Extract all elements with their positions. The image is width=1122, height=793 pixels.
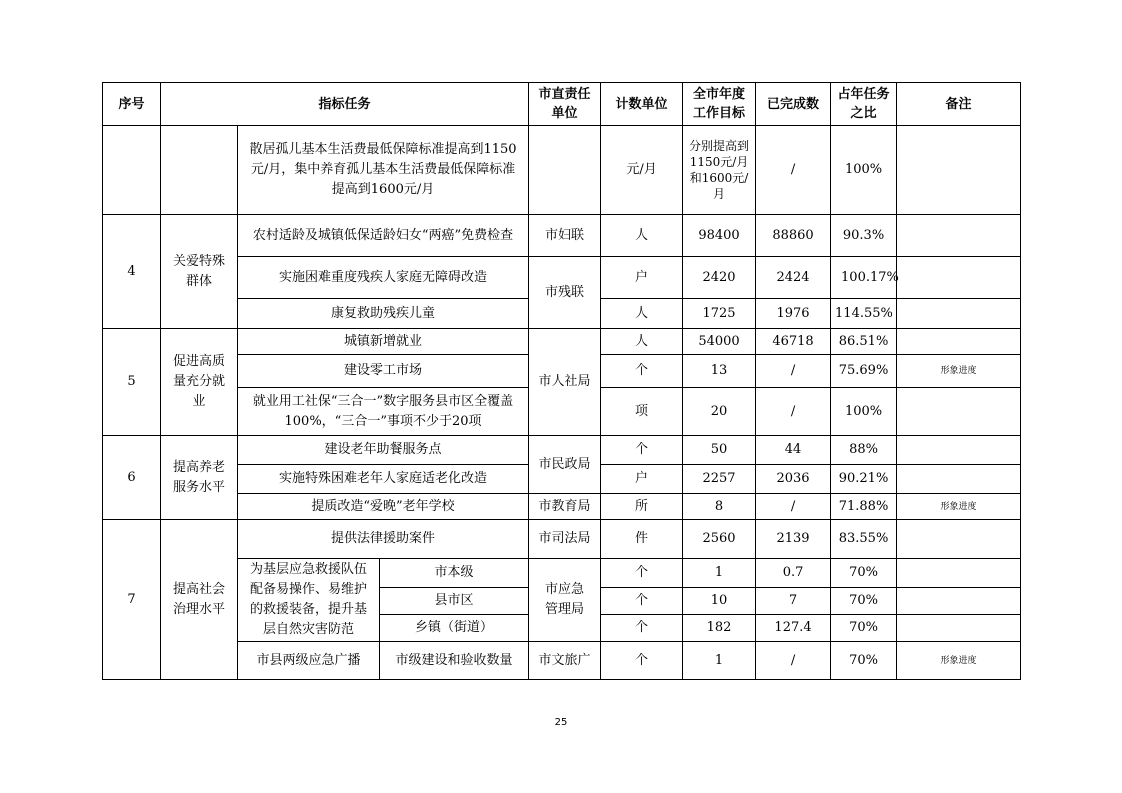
done-cell: 1976 (756, 299, 831, 329)
task-cell: 建设老年助餐服务点 (238, 436, 529, 465)
unit-cell: 人 (601, 329, 683, 355)
ratio-cell: 90.21% (831, 465, 897, 494)
done-cell: 46718 (756, 329, 831, 355)
task-cell: 实施特殊困难老年人家庭适老化改造 (238, 465, 529, 494)
table-row (103, 329, 1021, 355)
ratio-cell: 86.51% (831, 329, 897, 355)
unit-cell: 人 (601, 215, 683, 257)
ratio-cell: 75.69% (831, 355, 897, 388)
unit-cell: 件 (601, 520, 683, 559)
ratio-cell: 70% (831, 559, 897, 588)
done-cell: / (756, 388, 831, 436)
done-cell: / (756, 642, 831, 680)
task-cell: 康复救助残疾儿童 (238, 299, 529, 329)
unit-cell: 个 (601, 588, 683, 615)
ratio-cell: 83.55% (831, 520, 897, 559)
note-cell (897, 126, 1021, 215)
task-cell: 建设零工市场 (238, 355, 529, 388)
done-cell: 0.7 (756, 559, 831, 588)
ratio-cell: 100.17% (831, 257, 897, 299)
target-cell: 98400 (683, 215, 756, 257)
unit-cell: 户 (601, 257, 683, 299)
unit-cell: 户 (601, 465, 683, 494)
target-cell: 10 (683, 588, 756, 615)
ratio-cell: 88% (831, 436, 897, 465)
note-cell: 形象进度 (897, 642, 1021, 680)
subtask-cell: 乡镇（街道） (380, 615, 529, 642)
header-dept: 市直责任单位 (529, 83, 601, 126)
task-cell: 提供法律援助案件 (238, 520, 529, 559)
task-cell: 散居孤儿基本生活费最低保障标准提高到1150元/月，集中养育孤儿基本生活费最低保障标准提高到1600元/月 (238, 126, 529, 215)
ratio-cell: 70% (831, 642, 897, 680)
table-row (103, 126, 1021, 215)
unit-cell: 所 (601, 494, 683, 520)
category-cell: 促进高质量充分就业 (161, 329, 238, 436)
done-cell: / (756, 126, 831, 215)
subtask-cell: 市本级 (380, 559, 529, 588)
seq-cell (103, 126, 161, 215)
table-row (103, 436, 1021, 465)
table-row (103, 494, 1021, 520)
task-cell: 提质改造“爱晚”老年学校 (238, 494, 529, 520)
target-cell: 2560 (683, 520, 756, 559)
note-cell (897, 215, 1021, 257)
dept-cell: 市民政局 (529, 436, 601, 494)
dept-cell: 市应急管理局 (529, 559, 601, 642)
done-cell: 2139 (756, 520, 831, 559)
note-cell: 形象进度 (897, 355, 1021, 388)
ratio-cell: 100% (831, 388, 897, 436)
task-cell: 为基层应急救援队伍配备易操作、易维护的救援装备，提升基层自然灾害防范 (238, 559, 380, 642)
note-cell (897, 436, 1021, 465)
done-cell: / (756, 355, 831, 388)
seq-cell: 4 (103, 215, 161, 329)
note-cell (897, 388, 1021, 436)
task-cell: 农村适龄及城镇低保适龄妇女“两癌”免费检查 (238, 215, 529, 257)
target-cell: 54000 (683, 329, 756, 355)
category-cell (161, 126, 238, 215)
table-row (103, 642, 1021, 680)
subtask-cell: 县市区 (380, 588, 529, 615)
note-cell (897, 257, 1021, 299)
subtask-cell: 市级建设和验收数量 (380, 642, 529, 680)
indicator-table (102, 82, 1021, 680)
unit-cell: 人 (601, 299, 683, 329)
task-cell: 市县两级应急广播 (238, 642, 380, 680)
dept-cell: 市教育局 (529, 494, 601, 520)
header-note: 备注 (897, 83, 1021, 126)
target-cell: 1725 (683, 299, 756, 329)
note-cell (897, 615, 1021, 642)
header-target: 全市年度工作目标 (683, 83, 756, 126)
done-cell: 2036 (756, 465, 831, 494)
target-cell: 1 (683, 559, 756, 588)
note-cell (897, 465, 1021, 494)
task-cell: 实施困难重度残疾人家庭无障碍改造 (238, 257, 529, 299)
done-cell: 7 (756, 588, 831, 615)
note-cell (897, 588, 1021, 615)
done-cell: 127.4 (756, 615, 831, 642)
unit-cell: 个 (601, 355, 683, 388)
target-cell: 分别提高到1150元/月和1600元/月 (683, 126, 756, 215)
done-cell: 44 (756, 436, 831, 465)
table-row (103, 559, 1021, 588)
target-cell: 13 (683, 355, 756, 388)
header-task: 指标任务 (161, 83, 529, 126)
target-cell: 1 (683, 642, 756, 680)
header-seq: 序号 (103, 83, 161, 126)
done-cell: / (756, 494, 831, 520)
ratio-cell: 100% (831, 126, 897, 215)
category-cell: 提高养老服务水平 (161, 436, 238, 520)
dept-cell (529, 126, 601, 215)
note-cell: 形象进度 (897, 494, 1021, 520)
target-cell: 20 (683, 388, 756, 436)
task-cell: 城镇新增就业 (238, 329, 529, 355)
note-cell (897, 299, 1021, 329)
ratio-cell: 71.88% (831, 494, 897, 520)
dept-cell: 市司法局 (529, 520, 601, 559)
target-cell: 8 (683, 494, 756, 520)
dept-cell: 市文旅广 (529, 642, 601, 680)
unit-cell: 个 (601, 436, 683, 465)
table-row (103, 215, 1021, 257)
header-unit: 计数单位 (601, 83, 683, 126)
done-cell: 88860 (756, 215, 831, 257)
category-cell: 提高社会治理水平 (161, 520, 238, 680)
seq-cell: 5 (103, 329, 161, 436)
target-cell: 182 (683, 615, 756, 642)
ratio-cell: 90.3% (831, 215, 897, 257)
ratio-cell: 70% (831, 615, 897, 642)
dept-cell: 市人社局 (529, 329, 601, 436)
page-number: 25 (554, 717, 568, 728)
category-cell: 关爱特殊群体 (161, 215, 238, 329)
seq-cell: 7 (103, 520, 161, 680)
dept-cell: 市妇联 (529, 215, 601, 257)
seq-cell: 6 (103, 436, 161, 520)
target-cell: 2420 (683, 257, 756, 299)
unit-cell: 项 (601, 388, 683, 436)
table-header-row (103, 83, 1021, 126)
dept-cell: 市残联 (529, 257, 601, 329)
ratio-cell: 70% (831, 588, 897, 615)
header-done: 已完成数 (756, 83, 831, 126)
done-cell: 2424 (756, 257, 831, 299)
note-cell (897, 329, 1021, 355)
unit-cell: 个 (601, 559, 683, 588)
table-row (103, 257, 1021, 299)
ratio-cell: 114.55% (831, 299, 897, 329)
target-cell: 50 (683, 436, 756, 465)
table-row (103, 520, 1021, 559)
note-cell (897, 520, 1021, 559)
unit-cell: 个 (601, 642, 683, 680)
header-ratio: 占年任务之比 (831, 83, 897, 126)
target-cell: 2257 (683, 465, 756, 494)
unit-cell: 个 (601, 615, 683, 642)
note-cell (897, 559, 1021, 588)
unit-cell: 元/月 (601, 126, 683, 215)
task-cell: 就业用工社保“三合一”数字服务县市区全覆盖100%，“三合一”事项不少于20项 (238, 388, 529, 436)
